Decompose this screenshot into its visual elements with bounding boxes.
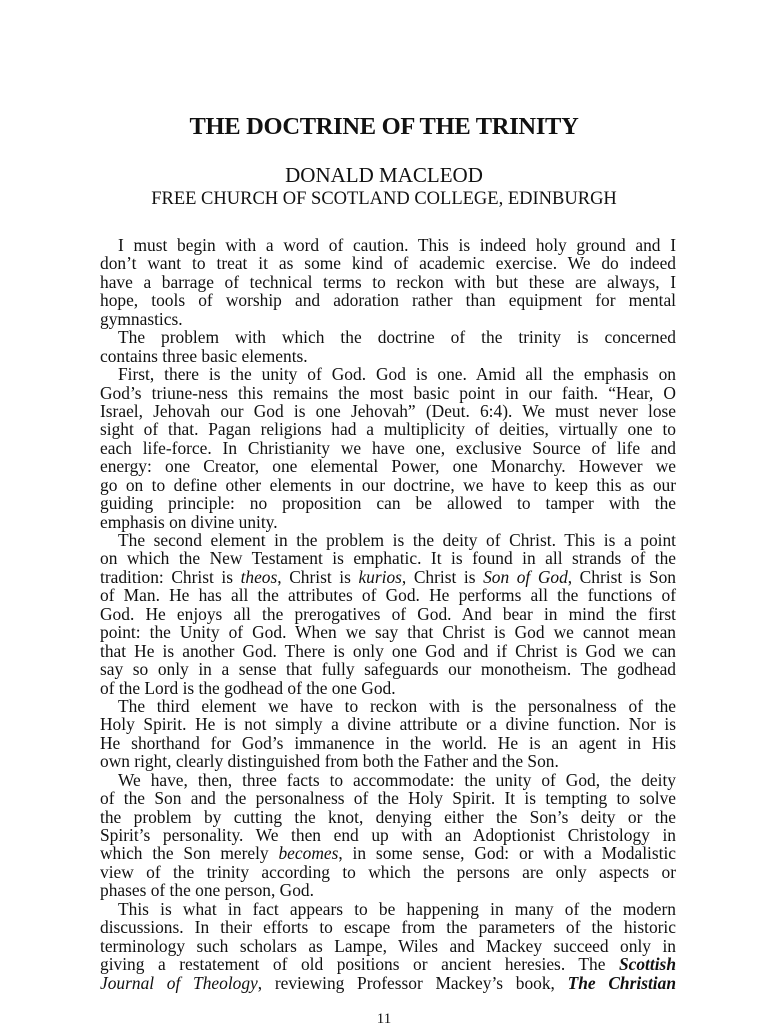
text-line: go on to define other elements in our doctrine, we have to keep this as our — [100, 474, 676, 495]
text-line: don’t want to treat it as some kind of academic exercise. We do indeed — [100, 253, 676, 274]
author-affiliation: FREE CHURCH OF SCOTLAND COLLEGE, EDINBURGH — [151, 189, 617, 209]
text-line: that He is another God. There is only one God and if Christ is God we can — [100, 640, 676, 661]
text-run: tradition: Christ is — [100, 566, 241, 587]
text-line: terminology such scholars as Lampe, Wiles and Mackey succeed only in — [100, 935, 676, 956]
text-line: of Man. He has all the attributes of God. He performs all the functions of — [100, 585, 676, 606]
text-line: This is what in fact appears to be happening in many of the modern — [118, 898, 676, 919]
text-run: , Christ is — [401, 566, 484, 587]
text-line: guiding principle: no proposition can be allowed to tamper with the — [100, 493, 676, 514]
text-line: the problem by cutting the knot, denying either the Son’s deity or the — [100, 806, 676, 827]
text-line — [100, 568, 676, 586]
text-line: own right, clearly distinguished from both the Father and the Son. — [100, 751, 559, 772]
italic-run: kurios — [358, 566, 402, 587]
italic-run: becomes — [278, 843, 339, 864]
text-run: , Christ is Son — [567, 566, 676, 587]
text-line: each life-force. In Christianity we have one, exclusive Source of life and — [100, 437, 676, 458]
text-line: energy: one Creator, one elemental Power, one Monarchy. However we — [100, 456, 676, 477]
italic-run: Journal of Theology — [100, 972, 258, 993]
article-body — [100, 236, 676, 992]
italic-run: The Christian — [567, 972, 676, 993]
text-line — [100, 955, 676, 973]
article-title: THE DOCTRINE OF THE TRINITY — [189, 113, 579, 140]
text-line: hope, tools of worship and adoration rather than equipment for mental — [100, 290, 676, 311]
text-line: have a barrage of technical terms to reckon with but these are always, I — [100, 271, 676, 292]
text-line: Holy Spirit. He is not simply a divine attribute or a divine function. Nor is — [100, 714, 676, 735]
text-line: Israel, Jehovah our God is one Jehovah” (Deut. 6:4). We must never lose — [100, 400, 676, 421]
italic-run: Scottish — [618, 954, 676, 975]
text-line: phases of the one person, God. — [100, 880, 314, 901]
text-line: God’s triune-ness this remains the most basic point in our faith. “Hear, O — [100, 382, 676, 403]
text-line: He shorthand for God’s immanence in the world. He is an agent in His — [100, 732, 676, 753]
text-line: Spirit’s personality. We then end up with an Adoptionist Christology in — [100, 825, 676, 845]
text-line: of the Son and the personalness of the Holy Spirit. It is tempting to solve — [100, 788, 676, 809]
text-run: which the Son merely — [100, 843, 279, 864]
page-number: 11 — [376, 1011, 392, 1027]
text-run: , in some sense, God: or with a Modalistic — [338, 843, 677, 864]
text-line: The second element in the problem is the deity of Christ. This is a point — [118, 530, 676, 550]
text-line: The third element we have to reckon with is the personalness of the — [118, 695, 676, 716]
text-line — [100, 844, 676, 862]
text-line — [100, 974, 676, 992]
italic-run: Son of God — [483, 566, 568, 587]
text-line: We have, then, three facts to accommodate: the unity of God, the deity — [118, 769, 676, 790]
text-line: The problem with which the doctrine of the trinity is concerned — [118, 327, 676, 348]
text-run: , Christ is — [277, 566, 359, 587]
text-line: gymnastics. — [100, 308, 183, 329]
text-line: First, there is the unity of God. God is one. Amid all the emphasis on — [118, 364, 676, 385]
text-line: point: the Unity of God. When we say that Christ is God we cannot mean — [100, 622, 676, 643]
text-line: view of the trinity according to which the persons are only aspects or — [100, 861, 676, 882]
text-run: giving a restatement of old positions or ancient heresies. The — [100, 954, 619, 975]
text-line: sight of that. Pagan religions had a multiplicity of deities, virtually one to — [100, 419, 676, 440]
text-line: I must begin with a word of caution. This is indeed holy ground and I — [118, 235, 676, 255]
text-line: of the Lord is the godhead of the one God. — [100, 677, 396, 698]
text-line: discussions. In their efforts to escape from the parameters of the historic — [100, 917, 676, 938]
text-line: contains three basic elements. — [100, 345, 308, 366]
text-line: on which the New Testament is emphatic. It is found in all strands of the — [100, 548, 676, 569]
text-line: say so only in a sense that fully safeguards our monotheism. The godhead — [100, 659, 676, 680]
text-line: God. He enjoys all the prerogatives of God. And bear in mind the first — [100, 603, 676, 624]
article-author: DONALD MACLEOD — [285, 163, 483, 187]
italic-run: theos — [240, 566, 278, 587]
text-run: , reviewing Professor Mackey’s book, — [257, 972, 568, 993]
text-line: emphasis on divine unity. — [100, 511, 278, 532]
